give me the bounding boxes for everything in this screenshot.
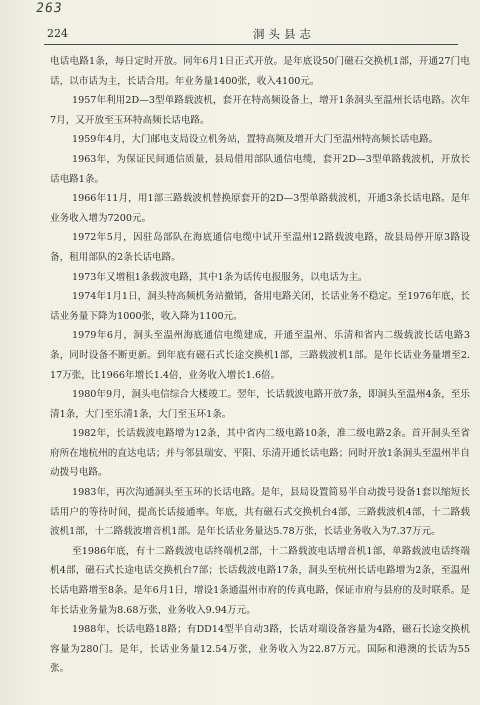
paragraph: 电话电路1条，每日定时开放。同年6月1日正式开放。是年底设50门磁石交换机1部，开通27门电话，以市话为主，长话合用。年业务量1400张，收入4100元。 xyxy=(50,56,470,87)
paragraph: 1983年，再次沟通洞头至玉环的长话电路。是年，县局设置简易半自动拨号设备1套以缩短长话用户的等待时间，提高长话接通率。年底，共有磁石式交换机台4部，三路载波机4部，十二路载波机1部，十二路载波增音机1部。是年长话业务量达5.78万张，长话业务收入为7.37万元。 xyxy=(50,487,470,538)
handwritten-page-number: 263 xyxy=(34,1,64,16)
paragraph: 1974年1月1日，洞头特高频机务站撤销，备用电路关闭，长话业务不稳定。至1976年底，长话业务量下降为1000张，收入降为1100元。 xyxy=(50,291,470,322)
paragraph: 1972年5月，因驻岛部队在海底通信电缆中试开至温州12路载波电路，故县局停开原3路设备，租用部队的2条长话电路。 xyxy=(50,232,470,263)
paragraph: 1966年11月，用1部三路载波机替换原套开的2D—3型单路载波机，开通3条长话电路。是年业务收入增为7200元。 xyxy=(50,193,470,224)
paragraph: 1980年9月，洞头电信综合大楼竣工。翌年，长话载波电路开放7条，即洞头至温州4条，至乐清1条，大门至乐清1条，大门至玉环1条。 xyxy=(50,389,470,420)
paragraph: 1979年6月，洞头至温州海底通信电缆建成，开通至温州、乐清和省内二级载波长话电路3条，同时设备不断更新。到年底有磁石式长途交换机1部，三路载波机1部。是年长话业务量增至2.17万张，比1966年增长1.4倍，业务收入增长1.6倍。 xyxy=(50,330,470,381)
paragraph: 至1986年底，有十二路载波电话终端机2部，十二路载波电话增音机1部，单路载波电话终端机4部，磁石式长途电话交换机台7部；长话载波电路17条，洞头至杭州长话电路增为2条，至温州长话电路增至8条。是年6月1日，增设1条通温州市府的传真电路，保证市府与县府的及时联系。是年长话业务量为8.68万张，业务收入9.94万元。 xyxy=(50,545,470,616)
running-title: 洞头县志 xyxy=(253,27,315,41)
paragraph: 1963年，为保证民间通信质量，县局借用部队通信电缆，套开2D—3型单路载波机，开放长话电路1条。 xyxy=(50,153,470,185)
body-text xyxy=(50,52,470,679)
paragraph: 1988年，长话电路18路；有DD14型半自动3路，长话对端设备容量为4路，磁石长途交换机容量为280门。是年，长话业务量12.54万张，业务收入为22.87万元。国际和港澳的长话为55张。 xyxy=(50,624,470,675)
paragraph: 1957年利用2D—3型单路载波机，套开在特高频设备上，增开1条洞头至温州长话电路。次年7月，又开放至玉环特高频长话电路。 xyxy=(50,95,470,126)
paragraph: 1973年又增租1条载波电路，其中1条为话传电报服务，以电话为主。 xyxy=(72,271,368,283)
page-number: 224 xyxy=(47,27,68,40)
page-header xyxy=(44,26,458,45)
paragraph: 1982年，长话载波电路增为12条，其中省内二级电路10条，准二级电路2条。首开洞头至省府所在地杭州的直达电话；并与邻县瑞安、平阳、乐清开通长话电路；同时开放1条洞头至温州半自动拨号电路。 xyxy=(50,428,470,479)
paragraph: 1959年4月，大门邮电支局设立机务站，置特高频及增开大门至温州特高频长话电路。 xyxy=(72,134,439,146)
